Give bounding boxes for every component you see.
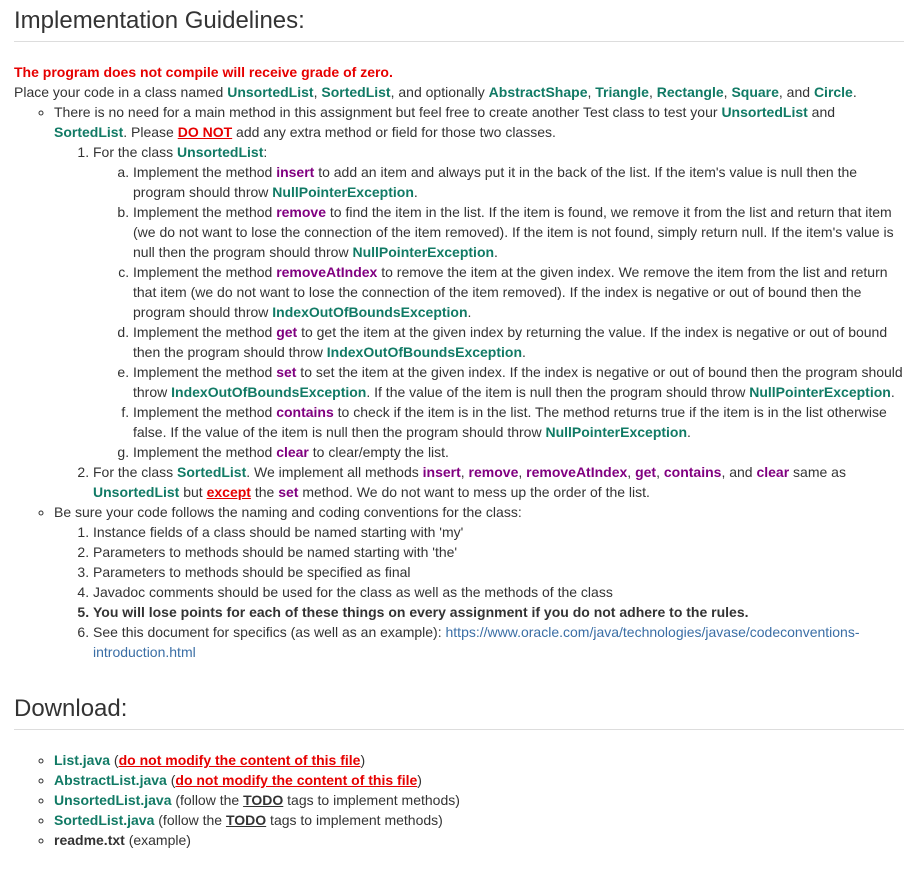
class-name: Square — [731, 84, 779, 100]
list-item: 1. Instance fields of a class should be named starting with 'my' — [93, 522, 904, 542]
do-not-modify-note: do not modify the content of this file — [118, 752, 361, 768]
item-text: : — [263, 144, 268, 160]
intro-text: , — [313, 84, 322, 100]
file-link-unsortedlist-java[interactable]: UnsortedList.java — [54, 792, 172, 808]
class-name: SortedList — [177, 464, 247, 480]
download-item — [54, 770, 904, 790]
item-text: , — [656, 464, 664, 480]
download-item — [54, 750, 904, 770]
exception-name: NullPointerException — [272, 184, 414, 200]
item-text: to find the item in the list. If the item is found, we remove it from the list and return that item (we do not want to lose the connection of the item removed). If the item is not found, simply return null. If the item's value is null then the program should throw — [133, 204, 894, 260]
item-text: to clear/empty the list. — [308, 444, 449, 460]
file-link-readme-txt[interactable]: readme.txt — [54, 832, 125, 848]
item-text: . — [494, 244, 498, 260]
class-name: UnsortedList — [93, 484, 180, 500]
intro-text: , and optionally — [390, 84, 489, 100]
list-item — [93, 462, 904, 502]
method-name: remove — [276, 204, 326, 220]
intro-text: , and — [778, 84, 814, 100]
list-item: 2. Parameters to methods should be named starting with 'the' — [93, 542, 904, 562]
item-text: tags to implement methods) — [283, 792, 460, 808]
item-text: to remove the item at the given index. We remove the item from the list and return that item (we do not want to lose the connection of the item removed). If the index is negative or out of bound then the program should throw — [133, 264, 888, 320]
list-item — [133, 322, 904, 362]
do-not-modify-note: do not modify the content of this file — [175, 772, 418, 788]
intro-paragraph — [14, 82, 904, 102]
item-text: (follow the — [154, 812, 226, 828]
method-name: clear — [276, 444, 309, 460]
item-text: Implement the method — [133, 264, 277, 280]
exception-name: NullPointerException — [749, 384, 891, 400]
list-item: 4. Javadoc comments should be used for the class as well as the methods of the class — [93, 582, 904, 602]
file-link-sortedlist-java[interactable]: SortedList.java — [54, 812, 155, 828]
download-heading: Download: — [14, 692, 904, 730]
list-item — [133, 402, 904, 442]
list-item — [93, 622, 904, 662]
download-item — [54, 810, 904, 830]
item-text: tags to implement methods) — [266, 812, 443, 828]
item-text: For the class — [93, 144, 178, 160]
conventions-link[interactable]: https://www.oracle.com/java/technologies/javase/codeconventions-introduction.html — [93, 624, 860, 660]
item-text: Implement the method — [133, 204, 277, 220]
intro-text: , — [723, 84, 732, 100]
item-text: . — [413, 184, 418, 200]
item-text: and — [807, 104, 836, 120]
method-requirements-list — [93, 162, 904, 462]
exception-name: IndexOutOfBoundsException — [272, 304, 468, 320]
list-item — [133, 202, 904, 262]
file-link-abstractlist-java[interactable]: AbstractList.java — [54, 772, 167, 788]
list-item — [133, 162, 904, 202]
item-text: ( — [110, 752, 119, 768]
item-text: to check if the item is in the list. The method returns true if the item is in the list otherwise false. If the value of the item is null then the program should throw — [133, 404, 887, 440]
exception-name: NullPointerException — [545, 424, 688, 440]
item-text: add any extra method or field for those two classes. — [232, 124, 556, 140]
item-text: . We implement all methods — [246, 464, 423, 480]
item-text: ) — [360, 752, 366, 768]
intro-text: , — [587, 84, 596, 100]
item-text: . — [890, 384, 895, 400]
item-text: . — [687, 424, 691, 440]
method-name: set — [278, 484, 299, 500]
item-text: to get the item at the given index by returning the value. If the index is negative or out of bound then the program should throw — [133, 324, 888, 360]
item-text: Implement the method — [133, 444, 277, 460]
item-text: . — [467, 304, 472, 320]
intro-text: . — [852, 84, 857, 100]
download-item — [54, 790, 904, 810]
class-name: SortedList — [54, 124, 124, 140]
class-requirements-list — [54, 142, 904, 502]
exception-name: NullPointerException — [352, 244, 495, 260]
item-text: , — [460, 464, 469, 480]
list-item — [133, 442, 904, 462]
class-name: UnsortedList — [721, 104, 808, 120]
item-text: , and — [721, 464, 757, 480]
download-list — [14, 750, 904, 850]
exception-name: IndexOutOfBoundsException — [171, 384, 367, 400]
guidelines-list — [14, 102, 904, 662]
method-name: insert — [276, 164, 315, 180]
todo-tag: TODO — [225, 812, 267, 828]
list-item — [133, 262, 904, 322]
item-text: , — [627, 464, 636, 480]
item-text: but — [179, 484, 207, 500]
method-name: insert — [422, 464, 461, 480]
item-text: . Please — [123, 124, 178, 140]
item-text: Implement the method — [133, 364, 277, 380]
method-name: get — [276, 324, 298, 340]
item-text: (example) — [124, 832, 191, 848]
item-text: (follow the — [171, 792, 244, 808]
class-name: UnsortedList — [177, 144, 264, 160]
method-name: set — [276, 364, 297, 380]
method-name: get — [635, 464, 657, 480]
compile-warning: The program does not compile will receive grade of zero. — [14, 64, 393, 80]
method-name: removeAtIndex — [526, 464, 628, 480]
class-name: SortedList — [321, 84, 391, 100]
method-name: contains — [663, 464, 722, 480]
item-text: ( — [166, 772, 176, 788]
intro-text: , — [648, 84, 657, 100]
page — [0, 4, 904, 850]
item-text: method. We do not want to mess up the order of the list. — [298, 484, 650, 500]
list-item — [54, 102, 904, 502]
conventions-list — [54, 522, 904, 662]
todo-tag: TODO — [243, 792, 284, 808]
item-text: There is no need for a main method in this assignment but feel free to create another Test class to test your — [54, 104, 722, 120]
exception-name: IndexOutOfBoundsException — [326, 344, 523, 360]
method-name: removeAtIndex — [276, 264, 378, 280]
item-text: Be sure your code follows the naming and coding conventions for the class: — [54, 504, 522, 520]
method-name: remove — [468, 464, 519, 480]
item-text: For the class — [93, 464, 178, 480]
list-item — [54, 502, 904, 662]
item-text: . — [522, 344, 526, 360]
class-name: Triangle — [595, 84, 649, 100]
download-item — [54, 830, 904, 850]
item-text: Implement the method — [133, 404, 277, 420]
intro-text: Place your code in a class named — [14, 84, 228, 100]
item-text: Implement the method — [133, 324, 277, 340]
method-name: contains — [276, 404, 334, 420]
item-text: . If the value of the item is null then the program should throw — [366, 384, 750, 400]
item-text: See this document for specifics (as well as an example): — [93, 624, 446, 640]
class-name: AbstractShape — [488, 84, 588, 100]
except-emphasis: except — [206, 484, 251, 500]
implementation-heading: Implementation Guidelines: — [14, 4, 904, 42]
list-item: 5. You will lose points for each of these things on every assignment if you do not adhere to the rules. — [93, 602, 904, 622]
item-text: to add an item and always put it in the back of the list. If the item's value is null then the program should throw — [133, 164, 858, 200]
class-name: UnsortedList — [227, 84, 314, 100]
list-item — [133, 362, 904, 402]
item-text: the — [250, 484, 279, 500]
item-text: to set the item at the given index. If the index is negative or out of bound then the program should throw — [133, 364, 903, 400]
item-text: Implement the method — [133, 164, 277, 180]
item-text: , — [518, 464, 527, 480]
list-item — [93, 142, 904, 462]
item-text: same as — [789, 464, 846, 480]
file-link-list-java[interactable]: List.java — [54, 752, 111, 768]
class-name: Circle — [813, 84, 853, 100]
list-item: 3. Parameters to methods should be specified as final — [93, 562, 904, 582]
class-name: Rectangle — [656, 84, 724, 100]
do-not-emphasis: DO NOT — [177, 124, 233, 140]
method-name: clear — [756, 464, 790, 480]
item-text: ) — [417, 772, 422, 788]
